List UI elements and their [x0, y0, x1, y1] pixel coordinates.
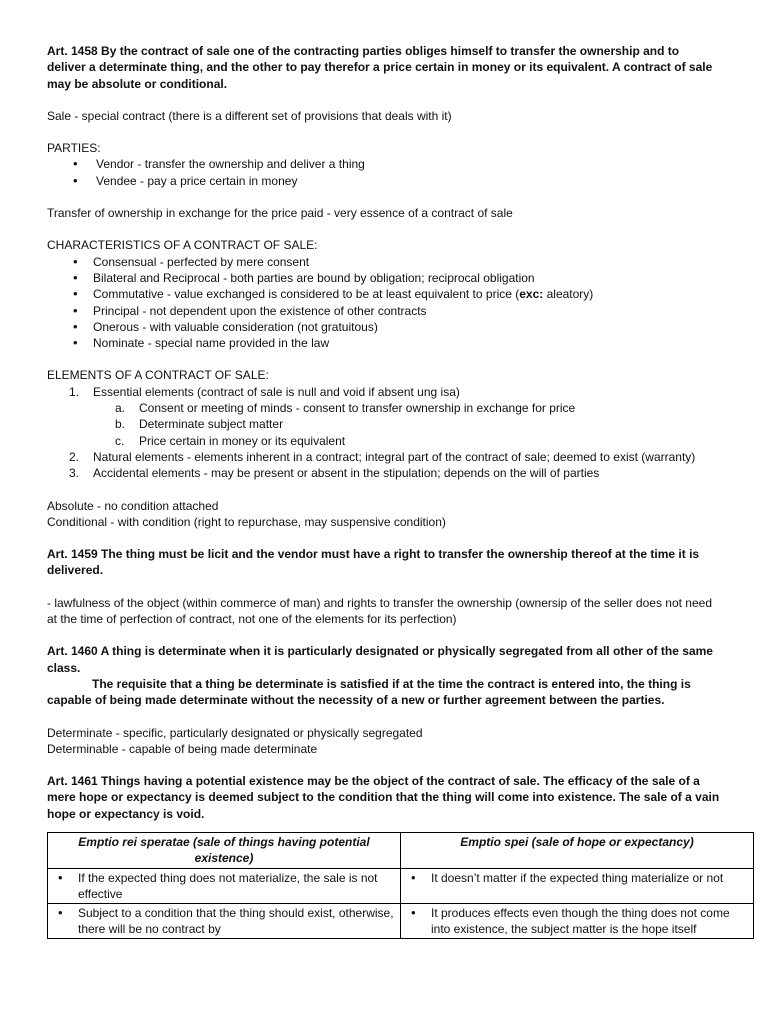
- list-item: [47, 465, 720, 481]
- list-item: • Vendor - transfer the ownership and deliver a thing: [47, 156, 720, 172]
- art-1460-heading: Art. 1460 A thing is determinate when it is particularly designated or physically segregated from all other of the same class.: [47, 644, 713, 675]
- list-number: 1.: [69, 384, 80, 399]
- list-number: 2.: [69, 449, 80, 464]
- element-text: Natural elements - elements inherent in a contract; integral part of the contract of sale; deemed to exist (warranty): [93, 449, 696, 464]
- essential-sub-list: [93, 400, 720, 449]
- commutative-exc: exc:: [519, 287, 544, 302]
- art-1458-heading: Art. 1458 By the contract of sale one of the contracting parties obliges himself to transfer the ownership and to deliver a determinate thing, and the other to pay therefor a price certain in money or its equivalent. A contract of sale may be absolute or conditional.: [47, 44, 713, 91]
- parties-list: [47, 156, 720, 189]
- comparison-table: [47, 832, 754, 939]
- cell-text: • Subject to a condition that the thing should exist, otherwise, there will be no contract by: [78, 906, 394, 937]
- list-letter: b.: [115, 417, 126, 432]
- list-item: • Vendee - pay a price certain in money: [47, 173, 720, 189]
- table-header-row: [48, 832, 754, 868]
- art-1459-heading: Art. 1459 The thing must be licit and the vendor must have a right to transfer the ownership thereof at the time it is delivered.: [47, 547, 700, 578]
- table-cell: [48, 868, 401, 904]
- table-cell: [401, 904, 754, 939]
- table-row: [48, 868, 754, 904]
- art-1461-heading: Art. 1461 Things having a potential existence may be the object of the contract of sale. The efficacy of the sale of a mere hope or expectancy is deemed subject to the condition that the thing will come into existence. The sale of a vain hope or expectancy is void.: [47, 774, 720, 821]
- list-item: [47, 384, 720, 449]
- determinate-def: Determinate - specific, particularly designated or physically segregated: [47, 725, 423, 740]
- list-item: [93, 433, 720, 449]
- table-cell: [48, 904, 401, 939]
- element-text: Accidental elements - may be present or absent in the stipulation; depends on the will of parties: [93, 466, 600, 481]
- list-item: • Consensual - perfected by mere consent: [47, 254, 720, 270]
- sub-text: Consent or meeting of minds - consent to transfer ownership in exchange for price: [139, 401, 576, 416]
- list-item: • Bilateral and Reciprocal - both parties are bound by obligation; reciprocal obligation: [47, 270, 720, 286]
- list-letter: c.: [115, 433, 125, 448]
- cell-text: • If the expected thing does not materialize, the sale is not effective: [78, 870, 378, 901]
- art-1459-note: - lawfulness of the object (within commerce of man) and rights to transfer the ownership (ownersip of the seller does not need at the time of perfection of contract, not one of the elements for its perfection): [47, 595, 712, 627]
- transfer-note: Transfer of ownership in exchange for the price paid - very essence of a contract of sale: [47, 206, 513, 221]
- list-item: • Onerous - with valuable consideration (not gratuitous): [47, 319, 720, 335]
- sale-note: Sale - special contract (there is a different set of provisions that deals with it): [47, 108, 452, 123]
- determinable-def: Determinable - capable of being made determinate: [47, 741, 318, 756]
- list-item: [47, 449, 720, 465]
- characteristics-label: CHARACTERISTICS OF A CONTRACT OF SALE:: [47, 238, 318, 253]
- element-text: Essential elements (contract of sale is null and void if absent ung isa): [93, 384, 460, 399]
- commutative-tail: aleatory): [543, 287, 594, 302]
- table-cell: [401, 868, 754, 904]
- list-item: • Principal - not dependent upon the existence of other contracts: [47, 303, 720, 319]
- list-item: [93, 416, 720, 432]
- table-row: [48, 904, 754, 939]
- elements-label: ELEMENTS OF A CONTRACT OF SALE:: [47, 368, 269, 383]
- conditional-def: Conditional - with condition (right to repurchase, may suspensive condition): [47, 514, 446, 529]
- sub-text: Price certain in money or its equivalent: [139, 433, 346, 448]
- sub-text: Determinate subject matter: [139, 417, 284, 432]
- cell-text: • It produces effects even though the thing does not come into existence, the subject matter is the hope itself: [431, 906, 730, 937]
- elements-list: [47, 384, 720, 482]
- table-header: Emptio spei (sale of hope or expectancy): [401, 832, 754, 868]
- table-header: Emptio rei speratae (sale of things having potential existence): [48, 832, 401, 868]
- list-letter: a.: [115, 401, 126, 416]
- list-item-commutative: [47, 286, 720, 302]
- list-item: [93, 400, 720, 416]
- commutative-text: Commutative - value exchanged is considered to be at least equivalent to price (: [93, 287, 520, 302]
- list-number: 3.: [69, 466, 80, 481]
- absolute-def: Absolute - no condition attached: [47, 498, 219, 513]
- parties-label: PARTIES:: [47, 141, 101, 156]
- characteristics-list: [47, 254, 720, 352]
- cell-text: • It doesn’t matter if the expected thing materialize or not: [431, 870, 724, 885]
- art-1460-para2: The requisite that a thing be determinate is satisfied if at the time the contract is entered into, the thing is capable of being made determinate without the necessity of a new or further agreement between the parties.: [47, 676, 691, 708]
- list-item: • Nominate - special name provided in the law: [47, 335, 720, 351]
